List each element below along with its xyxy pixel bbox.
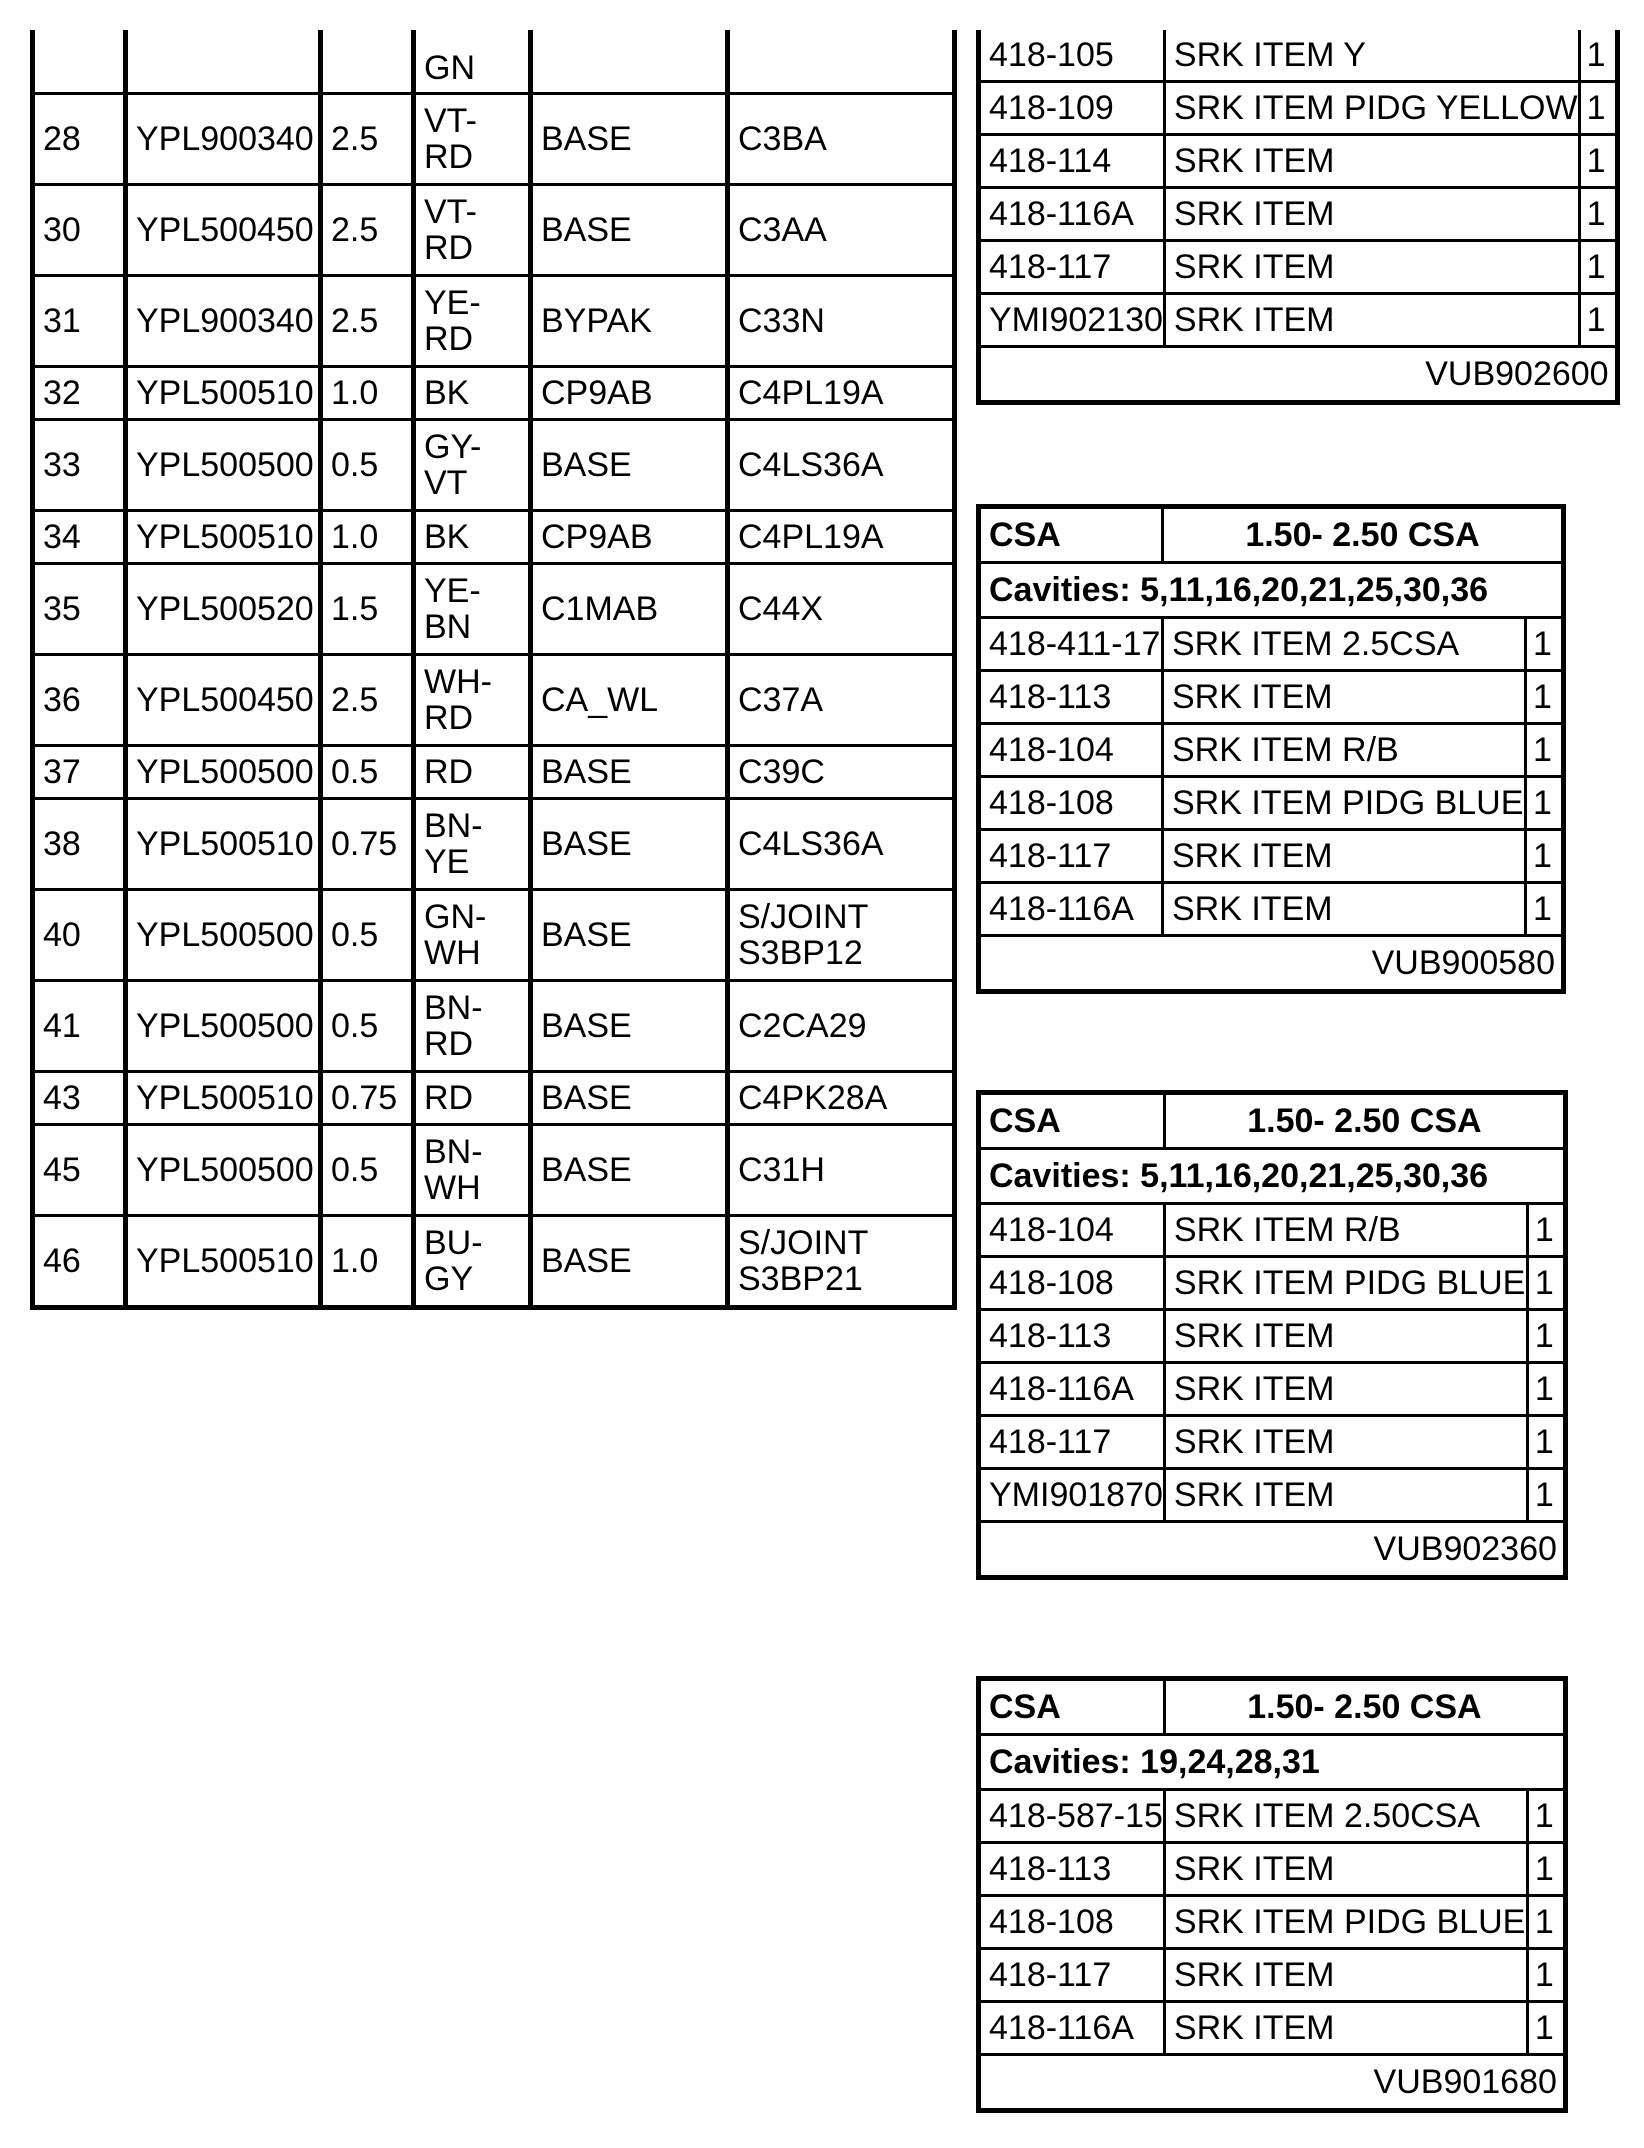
kit-item-desc: SRK ITEM [1164, 2002, 1527, 2055]
kit-item-qty: 1 [1526, 618, 1564, 671]
kit-item-qty: 1 [1579, 188, 1617, 241]
kit-item-qty: 1 [1526, 883, 1564, 936]
kit-item-part: 418-104 [979, 1204, 1165, 1257]
cell-connector: C39C [728, 746, 955, 799]
kit-item-qty: 1 [1526, 830, 1564, 883]
cell-connector: S/JOINT S3BP12 [728, 890, 955, 981]
kit-item-desc: SRK ITEM R/B [1164, 1204, 1527, 1257]
kit-header-label: CSA [979, 507, 1163, 563]
kit-item-qty: 1 [1579, 82, 1617, 135]
cell-id: 40 [33, 890, 126, 981]
cell-id: 31 [33, 276, 126, 367]
cell-id: 28 [33, 94, 126, 185]
cell-color: YE- RD [414, 276, 531, 367]
kit-item-desc: SRK ITEM [1164, 135, 1579, 188]
kit-cavities-row [979, 1735, 1566, 1790]
kit-item-desc: SRK ITEM 2.50CSA [1164, 1790, 1527, 1843]
cell-connector: C2CA29 [728, 981, 955, 1072]
seal-kit-table-4 [976, 1676, 1568, 2113]
cell-base: BASE [531, 1216, 728, 1308]
kit-item-desc: SRK ITEM [1164, 294, 1579, 347]
cell-connector: C44X [728, 564, 955, 655]
wire-table-body [33, 30, 955, 1308]
cell-part: YPL500500 [126, 890, 321, 981]
kit-header-label: CSA [979, 1093, 1165, 1149]
wire-table [30, 30, 957, 1310]
kit-item-row [979, 1469, 1566, 1522]
kit-item-qty: 1 [1579, 241, 1617, 294]
kit-item-row [979, 30, 1618, 82]
cell-connector: C37A [728, 655, 955, 746]
kit-item-desc: SRK ITEM 2.5CSA [1163, 618, 1526, 671]
cell-color: VT- RD [414, 94, 531, 185]
kit-item-part: 418-108 [979, 1257, 1165, 1310]
kit-header-row [979, 1093, 1566, 1149]
cell-color: RD [414, 1072, 531, 1125]
kit-header-csa: 1.50- 2.50 CSA [1164, 1679, 1565, 1735]
cell-csa: 2.5 [321, 94, 414, 185]
kit-item-qty: 1 [1527, 1469, 1565, 1522]
kit-item-qty: 1 [1527, 1949, 1565, 2002]
cell-connector: C4PL19A [728, 511, 955, 564]
kit-item-part: 418-114 [979, 135, 1165, 188]
kit-cavities-row [979, 1149, 1566, 1204]
kit-header-csa: 1.50- 2.50 CSA [1164, 1093, 1565, 1149]
cell-base: BASE [531, 1125, 728, 1216]
cell-color: RD [414, 746, 531, 799]
cell-id: 46 [33, 1216, 126, 1308]
kit-item-qty: 1 [1527, 1790, 1565, 1843]
kit-item-part: 418-117 [979, 241, 1165, 294]
table-row [33, 1216, 955, 1308]
kit-item-part: 418-113 [979, 671, 1163, 724]
cell-csa: 0.5 [321, 890, 414, 981]
cell-base [531, 30, 728, 94]
kit-item-row [979, 82, 1618, 135]
cell-color: YE- BN [414, 564, 531, 655]
kit-footer-row [979, 1522, 1566, 1578]
kit-item-row [979, 618, 1564, 671]
kit-item-part: 418-587-15 [979, 1790, 1165, 1843]
cell-part: YPL500500 [126, 981, 321, 1072]
kit-item-desc: SRK ITEM [1164, 241, 1579, 294]
cell-csa: 1.5 [321, 564, 414, 655]
cell-color: BK [414, 511, 531, 564]
kit-item-row [979, 671, 1564, 724]
cell-csa: 1.0 [321, 1216, 414, 1308]
cell-id: 36 [33, 655, 126, 746]
cell-base: BASE [531, 799, 728, 890]
cell-color: BU- GY [414, 1216, 531, 1308]
kit-item-desc: SRK ITEM [1163, 830, 1526, 883]
kit-item-row [979, 2002, 1566, 2055]
kit-item-part: 418-117 [979, 1416, 1165, 1469]
cell-csa [321, 30, 414, 94]
seal-kit-table-1 [976, 30, 1620, 405]
kit-footer-code: VUB902600 [979, 347, 1618, 403]
kit-item-row [979, 294, 1618, 347]
table-row [33, 1125, 955, 1216]
cell-id: 37 [33, 746, 126, 799]
kit-item-row [979, 830, 1564, 883]
kit-item-qty: 1 [1527, 1416, 1565, 1469]
kit-item-part: 418-105 [979, 30, 1165, 82]
kit-item-part: 418-108 [979, 1896, 1165, 1949]
kit-item-desc: SRK ITEM [1164, 1416, 1527, 1469]
kit-item-row [979, 241, 1618, 294]
kit-item-row [979, 1363, 1566, 1416]
kit-item-qty: 1 [1527, 1310, 1565, 1363]
kit-item-part: 418-116A [979, 188, 1165, 241]
cell-id: 32 [33, 367, 126, 420]
kit-header-csa: 1.50- 2.50 CSA [1163, 507, 1564, 563]
kit-item-desc: SRK ITEM PIDG BLUE [1164, 1896, 1527, 1949]
cell-color: WH- RD [414, 655, 531, 746]
table-row [33, 30, 955, 94]
kit-item-desc: SRK ITEM [1164, 1469, 1527, 1522]
cell-connector [728, 30, 955, 94]
kit-item-qty: 1 [1526, 671, 1564, 724]
kit-item-part: 418-104 [979, 724, 1163, 777]
table-row [33, 655, 955, 746]
kit-item-qty: 1 [1526, 777, 1564, 830]
cell-id: 33 [33, 420, 126, 511]
kit-footer-code: VUB900580 [979, 936, 1564, 992]
kit-item-desc: SRK ITEM PIDG BLUE [1163, 777, 1526, 830]
table-row [33, 1072, 955, 1125]
cell-csa: 0.5 [321, 746, 414, 799]
cell-part: YPL500510 [126, 1216, 321, 1308]
cell-part: YPL900340 [126, 276, 321, 367]
cell-part: YPL500450 [126, 655, 321, 746]
kit-item-qty: 1 [1527, 1843, 1565, 1896]
table-row [33, 367, 955, 420]
cell-id: 45 [33, 1125, 126, 1216]
cell-connector: C3AA [728, 185, 955, 276]
cell-csa: 2.5 [321, 185, 414, 276]
cell-base: BYPAK [531, 276, 728, 367]
cell-part: YPL500510 [126, 1072, 321, 1125]
cell-csa: 1.0 [321, 511, 414, 564]
kit-item-row [979, 135, 1618, 188]
cell-csa: 0.75 [321, 1072, 414, 1125]
kit-cavities: Cavities: 5,11,16,20,21,25,30,36 [979, 563, 1564, 618]
kit-item-qty: 1 [1526, 724, 1564, 777]
kit-footer-code: VUB902360 [979, 1522, 1566, 1578]
kit-item-qty: 1 [1579, 294, 1617, 347]
cell-part: YPL500500 [126, 1125, 321, 1216]
cell-csa: 1.0 [321, 367, 414, 420]
cell-base: C1MAB [531, 564, 728, 655]
cell-connector: C33N [728, 276, 955, 367]
cell-id: 41 [33, 981, 126, 1072]
kit-item-desc: SRK ITEM [1163, 671, 1526, 724]
cell-id: 35 [33, 564, 126, 655]
seal-kit-table-3 [976, 1090, 1568, 1580]
kit-item-desc: SRK ITEM PIDG YELLOW [1164, 82, 1579, 135]
cell-connector: C4PK28A [728, 1072, 955, 1125]
kit-item-qty: 1 [1579, 30, 1617, 82]
cell-csa: 0.5 [321, 981, 414, 1072]
kit-item-desc: SRK ITEM Y [1164, 30, 1579, 82]
cell-id: 43 [33, 1072, 126, 1125]
cell-part: YPL900340 [126, 94, 321, 185]
kit-item-row [979, 188, 1618, 241]
kit-item-part: 418-113 [979, 1843, 1165, 1896]
cell-part: YPL500450 [126, 185, 321, 276]
cell-part: YPL500510 [126, 511, 321, 564]
kit-item-part: 418-117 [979, 830, 1163, 883]
cell-csa: 0.75 [321, 799, 414, 890]
kit-footer-row [979, 936, 1564, 992]
kit-item-row [979, 1790, 1566, 1843]
kit-item-part: 418-108 [979, 777, 1163, 830]
cell-color: BN- YE [414, 799, 531, 890]
kit-item-qty: 1 [1579, 135, 1617, 188]
kit-item-row [979, 1257, 1566, 1310]
kit-item-row [979, 724, 1564, 777]
kit-item-qty: 1 [1527, 1257, 1565, 1310]
table-row [33, 890, 955, 981]
kit-footer-row [979, 2055, 1566, 2111]
kit-item-desc: SRK ITEM R/B [1163, 724, 1526, 777]
kit-footer-row [979, 347, 1618, 403]
kit-item-qty: 1 [1527, 1896, 1565, 1949]
cell-csa: 0.5 [321, 420, 414, 511]
cell-part: YPL500500 [126, 420, 321, 511]
cell-color: BN- WH [414, 1125, 531, 1216]
cell-base: BASE [531, 420, 728, 511]
cell-base: BASE [531, 890, 728, 981]
kit-item-desc: SRK ITEM [1164, 1843, 1527, 1896]
cell-base: CP9AB [531, 367, 728, 420]
cell-part: YPL500520 [126, 564, 321, 655]
kit-item-desc: SRK ITEM [1164, 188, 1579, 241]
cell-color: GY- VT [414, 420, 531, 511]
kit-header-label: CSA [979, 1679, 1165, 1735]
kit-item-part: 418-113 [979, 1310, 1165, 1363]
cell-color: GN [414, 30, 531, 94]
kit-item-part: 418-116A [979, 1363, 1165, 1416]
cell-base: CA_WL [531, 655, 728, 746]
cell-base: BASE [531, 94, 728, 185]
kit-item-row [979, 1310, 1566, 1363]
cell-color: BK [414, 367, 531, 420]
table-row [33, 981, 955, 1072]
cell-base: BASE [531, 746, 728, 799]
cell-id: 30 [33, 185, 126, 276]
cell-part: YPL500510 [126, 367, 321, 420]
kit-item-row [979, 1416, 1566, 1469]
kit-cavities-row [979, 563, 1564, 618]
kit-item-desc: SRK ITEM PIDG BLUE [1164, 1257, 1527, 1310]
kit-item-qty: 1 [1527, 1363, 1565, 1416]
kit-item-row [979, 1896, 1566, 1949]
kit-item-row [979, 1949, 1566, 2002]
kit-item-desc: SRK ITEM [1164, 1949, 1527, 2002]
kit-footer-code: VUB901680 [979, 2055, 1566, 2111]
kit-item-desc: SRK ITEM [1164, 1363, 1527, 1416]
kit-item-part: YMI902130 [979, 294, 1165, 347]
cell-csa: 0.5 [321, 1125, 414, 1216]
cell-base: BASE [531, 981, 728, 1072]
cell-color: GN- WH [414, 890, 531, 981]
kit-item-desc: SRK ITEM [1164, 1310, 1527, 1363]
kit-item-row [979, 1843, 1566, 1896]
cell-part: YPL500500 [126, 746, 321, 799]
cell-connector: C31H [728, 1125, 955, 1216]
kit-cavities: Cavities: 19,24,28,31 [979, 1735, 1566, 1790]
kit-item-desc: SRK ITEM [1163, 883, 1526, 936]
table-row [33, 564, 955, 655]
table-row [33, 185, 955, 276]
cell-id: 38 [33, 799, 126, 890]
cell-part [126, 30, 321, 94]
kit-item-qty: 1 [1527, 2002, 1565, 2055]
cell-part: YPL500510 [126, 799, 321, 890]
kit-item-part: 418-116A [979, 2002, 1165, 2055]
kit-item-part: YMI901870 [979, 1469, 1165, 1522]
table-row [33, 511, 955, 564]
kit-item-row [979, 883, 1564, 936]
kit-cavities: Cavities: 5,11,16,20,21,25,30,36 [979, 1149, 1566, 1204]
cell-csa: 2.5 [321, 276, 414, 367]
table-row [33, 94, 955, 185]
cell-color: BN- RD [414, 981, 531, 1072]
seal-kit-table-2 [976, 504, 1566, 994]
cell-connector: C3BA [728, 94, 955, 185]
kit-item-row [979, 777, 1564, 830]
cell-csa: 2.5 [321, 655, 414, 746]
cell-connector: C4LS36A [728, 420, 955, 511]
cell-base: BASE [531, 185, 728, 276]
kit-item-row [979, 1204, 1566, 1257]
cell-base: CP9AB [531, 511, 728, 564]
kit-item-part: 418-109 [979, 82, 1165, 135]
cell-connector: C4LS36A [728, 799, 955, 890]
cell-connector: C4PL19A [728, 367, 955, 420]
table-row [33, 799, 955, 890]
cell-color: VT- RD [414, 185, 531, 276]
kit-header-row [979, 1679, 1566, 1735]
table-row [33, 420, 955, 511]
kit-header-row [979, 507, 1564, 563]
table-row [33, 746, 955, 799]
kit-item-qty: 1 [1527, 1204, 1565, 1257]
cell-base: BASE [531, 1072, 728, 1125]
cell-id [33, 30, 126, 94]
cell-connector: S/JOINT S3BP21 [728, 1216, 955, 1308]
kit-item-part: 418-117 [979, 1949, 1165, 2002]
cell-id: 34 [33, 511, 126, 564]
kit-item-part: 418-116A [979, 883, 1163, 936]
kit-item-part: 418-411-17 [979, 618, 1163, 671]
table-row [33, 276, 955, 367]
